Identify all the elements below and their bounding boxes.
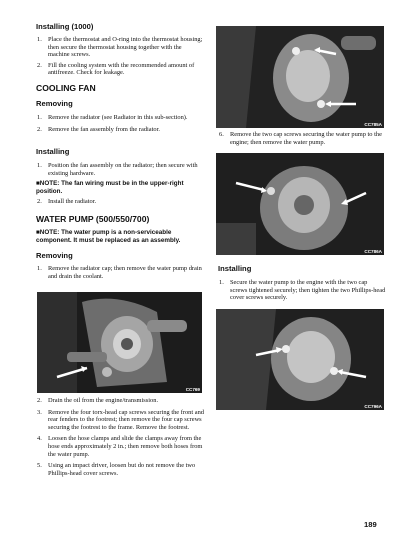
installing-1000-steps [36, 36, 204, 77]
cooling-fan-installing-steps [36, 162, 204, 206]
water-pump-step-6 [218, 131, 386, 146]
fan-wiring-note: ■NOTE: The fan wiring must be in the upper-right position. [36, 180, 184, 195]
page-number: 189 [364, 520, 377, 529]
step-item: 2. Fill the cooling system with the recommended amount of antifreeze. Check for leakage. [37, 61, 195, 77]
photo-caption: CC786A [364, 249, 382, 254]
step-item: 1. Position the fan assembly on the radiator; then secure with existing hardware. [37, 162, 198, 177]
cooling-fan-installing-heading: Installing [36, 147, 70, 156]
step-item: 2. Install the radiator. [37, 198, 97, 206]
water-pump-note: ■NOTE: The water pump is a non-serviceable component. It must be replaced as an assembly. [36, 229, 181, 244]
water-pump-removing-heading: Removing [36, 251, 73, 260]
cap-screws-photo [216, 153, 384, 255]
water-pump-installing-steps [218, 279, 386, 302]
installed-pump-photo [216, 309, 384, 410]
photo-caption: CC769 [185, 387, 200, 392]
installing-1000-heading: Installing (1000) [36, 22, 94, 31]
step-item: 2. Remove the fan assembly from the radiator. [37, 125, 160, 133]
cooling-fan-removing-steps [36, 114, 204, 133]
water-pump-installing-heading: Installing [218, 264, 252, 273]
water-pump-drain-photo [37, 292, 202, 393]
water-pump-removing-steps-continued [36, 397, 204, 477]
photo-caption: CC785A [364, 122, 382, 127]
step-item: 4. Loosen the hose clamps and slide the clamps away from the hose ends approximately 2 in.; then remove both hoses from the water pump. [37, 435, 203, 458]
step-item: 1. Secure the water pump to the engine with the two cap screws tightened securely; then tighten the two Phillips-head cover screws securely. [219, 279, 386, 302]
cover-screws-photo [216, 26, 384, 128]
photo-caption: CC796A [364, 404, 382, 409]
step-item: 1. Remove the radiator cap; then remove the water pump drain and drain the coolant. [37, 265, 202, 280]
step-item: 5. Using an impact driver, loosen but do not remove the two Phillips-head cover screws. [37, 462, 196, 477]
step-item: 3. Remove the four torx-head cap screws securing the front and rear fenders to the footrest; then remove the four cap screws securing the footrest to the frame. Remove the footrest. [37, 408, 204, 431]
water-pump-heading: WATER PUMP (500/550/700) [36, 214, 150, 224]
cooling-fan-removing-heading: Removing [36, 99, 73, 108]
cooling-fan-heading: COOLING FAN [36, 83, 96, 93]
step-item: 2. Drain the oil from the engine/transmission. [37, 397, 159, 404]
step-item: 6. Remove the two cap screws securing the water pump to the engine; then remove the water pump. [219, 131, 382, 146]
step-item: 1. Remove the radiator (see Radiator in this sub-section). [37, 114, 188, 121]
step-item: 1. Place the thermostat and O-ring into the thermostat housing; then secure the thermostat housing together with the machine screws. [37, 36, 203, 59]
water-pump-removing-steps [36, 265, 204, 280]
